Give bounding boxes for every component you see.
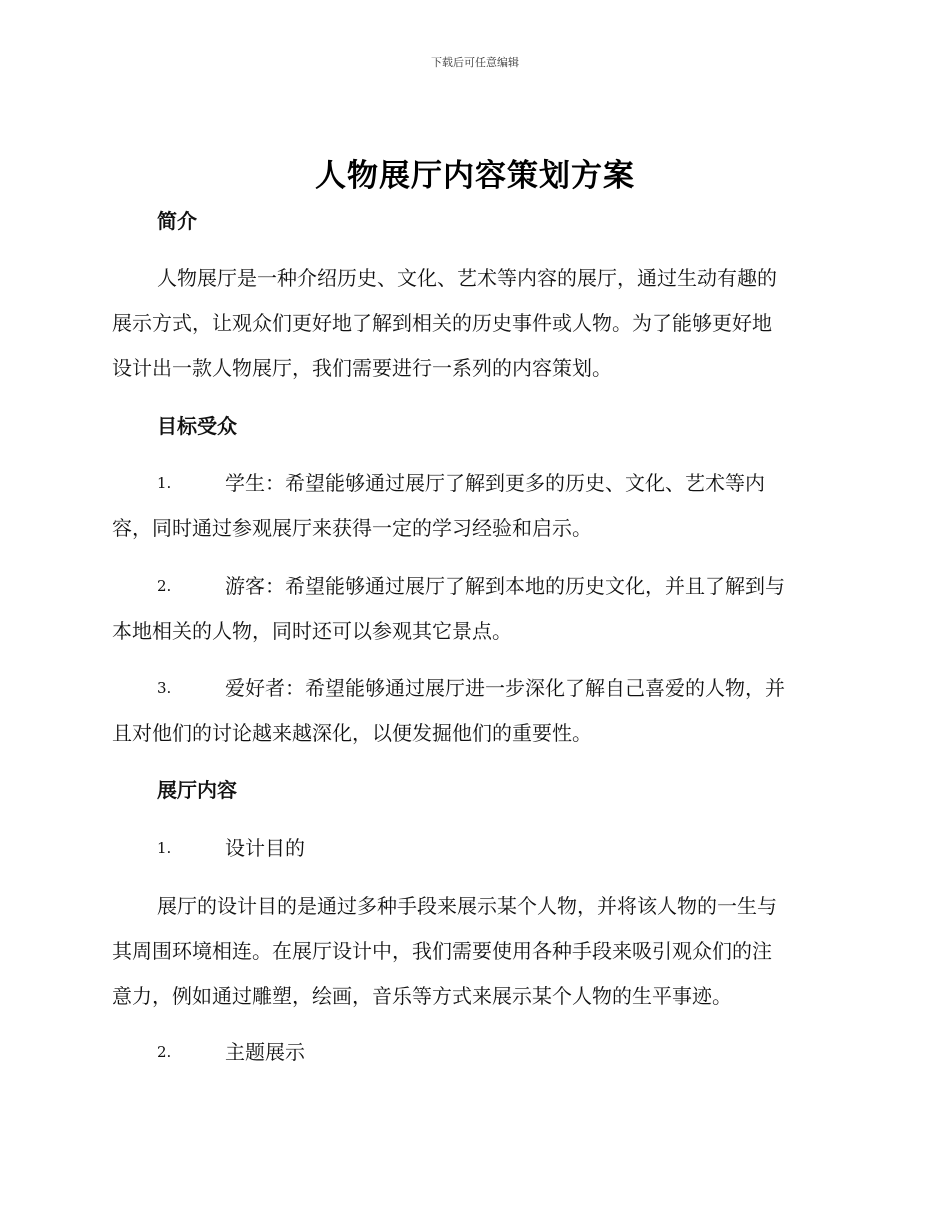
paragraph-line: 设计出一款人物展厅，我们需要进行一系列的内容策划。 <box>112 356 612 380</box>
section-heading-content: 展厅内容 <box>157 778 237 802</box>
paragraph-line: 人物展厅是一种介绍历史、文化、艺术等内容的展厅，通过生动有趣的 <box>157 266 777 290</box>
list-item-text: 设计目的 <box>225 836 305 860</box>
list-number: 2. <box>157 1043 172 1061</box>
list-number: 2. <box>157 577 172 595</box>
list-item <box>112 666 836 756</box>
list-number: 1. <box>157 474 172 492</box>
list-item-continuation: 本地相关的人物，同时还可以参观其它景点。 <box>112 619 512 643</box>
document-title: 人物展厅内容策划方案 <box>315 158 635 194</box>
list-item-text: 主题展示 <box>225 1040 305 1064</box>
paragraph-line: 意力，例如通过雕塑，绘画，音乐等方式来展示某个人物的生平事迹。 <box>112 984 732 1008</box>
list-item-text: 学生：希望能够通过展厅了解到更多的历史、文化、艺术等内 <box>225 471 765 495</box>
list-item-continuation: 且对他们的讨论越来越深化，以便发掘他们的重要性。 <box>112 721 592 745</box>
page-header-note: 下载后可任意编辑 <box>431 56 519 69</box>
list-item <box>112 461 836 551</box>
list-item-continuation: 容，同时通过参观展厅来获得一定的学习经验和启示。 <box>112 516 592 540</box>
paragraph-line: 展示方式，让观众们更好地了解到相关的历史事件或人物。为了能够更好地 <box>112 311 772 335</box>
list-item-text: 游客：希望能够通过展厅了解到本地的历史文化，并且了解到与 <box>225 574 785 598</box>
intro-paragraph <box>112 256 836 391</box>
section-heading-audience: 目标受众 <box>157 414 237 438</box>
design-goal-paragraph <box>112 884 836 1019</box>
list-item <box>112 564 836 654</box>
list-item <box>112 826 836 871</box>
list-number: 3. <box>157 679 172 697</box>
list-item <box>112 1030 836 1075</box>
section-heading-intro: 简介 <box>157 209 197 233</box>
list-item-text: 爱好者：希望能够通过展厅进一步深化了解自己喜爱的人物，并 <box>225 676 785 700</box>
paragraph-line: 展厅的设计目的是通过多种手段来展示某个人物，并将该人物的一生与 <box>157 894 777 918</box>
paragraph-line: 其周围环境相连。在展厅设计中，我们需要使用各种手段来吸引观众们的注 <box>112 939 772 963</box>
list-number: 1. <box>157 839 172 857</box>
